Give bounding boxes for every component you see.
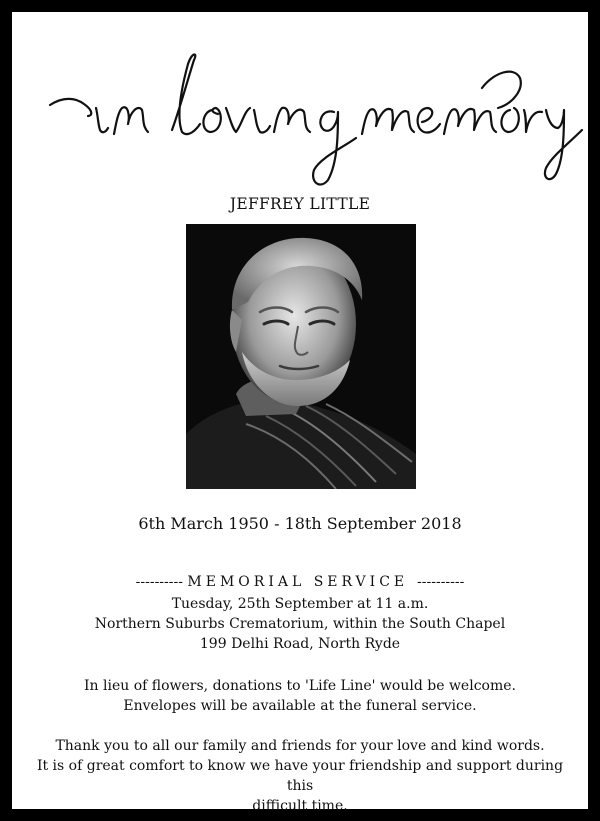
service-date-time: Tuesday, 25th September at 11 a.m. [171,596,429,612]
portrait-photo [186,224,416,489]
flowers-note-line: Envelopes will be available at the funeral service. [123,698,477,714]
memorial-service-title: MEMORIAL SERVICE [187,574,409,590]
service-address: 199 Delhi Road, North Ryde [199,636,401,652]
life-dates: 6th March 1950 - 18th September 2018 [138,514,462,533]
script-heading-in-loving-memory [12,12,588,192]
svg-text:in loving memory: in loving memory [12,12,21,13]
flowers-note [32,676,568,716]
thanks-note-line: It is of great comfort to know we have your friendship and support during this [36,758,564,794]
deceased-name: JEFFREY LITTLE [229,195,371,213]
thanks-note-line: Thank you to all our family and friends for your love and kind words. [55,738,545,754]
thanks-note-line: difficult time. [252,798,348,814]
memorial-card [12,12,588,814]
service-venue: Northern Suburbs Crematorium, within the South Chapel [94,616,506,632]
service-details [32,594,568,654]
flowers-note-line: In lieu of flowers, donations to 'Life Line' would be welcome. [84,678,516,694]
dashes-left: ---------- [135,574,183,590]
dashes-right: ---------- [417,574,465,590]
thanks-note [32,736,568,816]
memorial-service-heading [12,574,588,590]
